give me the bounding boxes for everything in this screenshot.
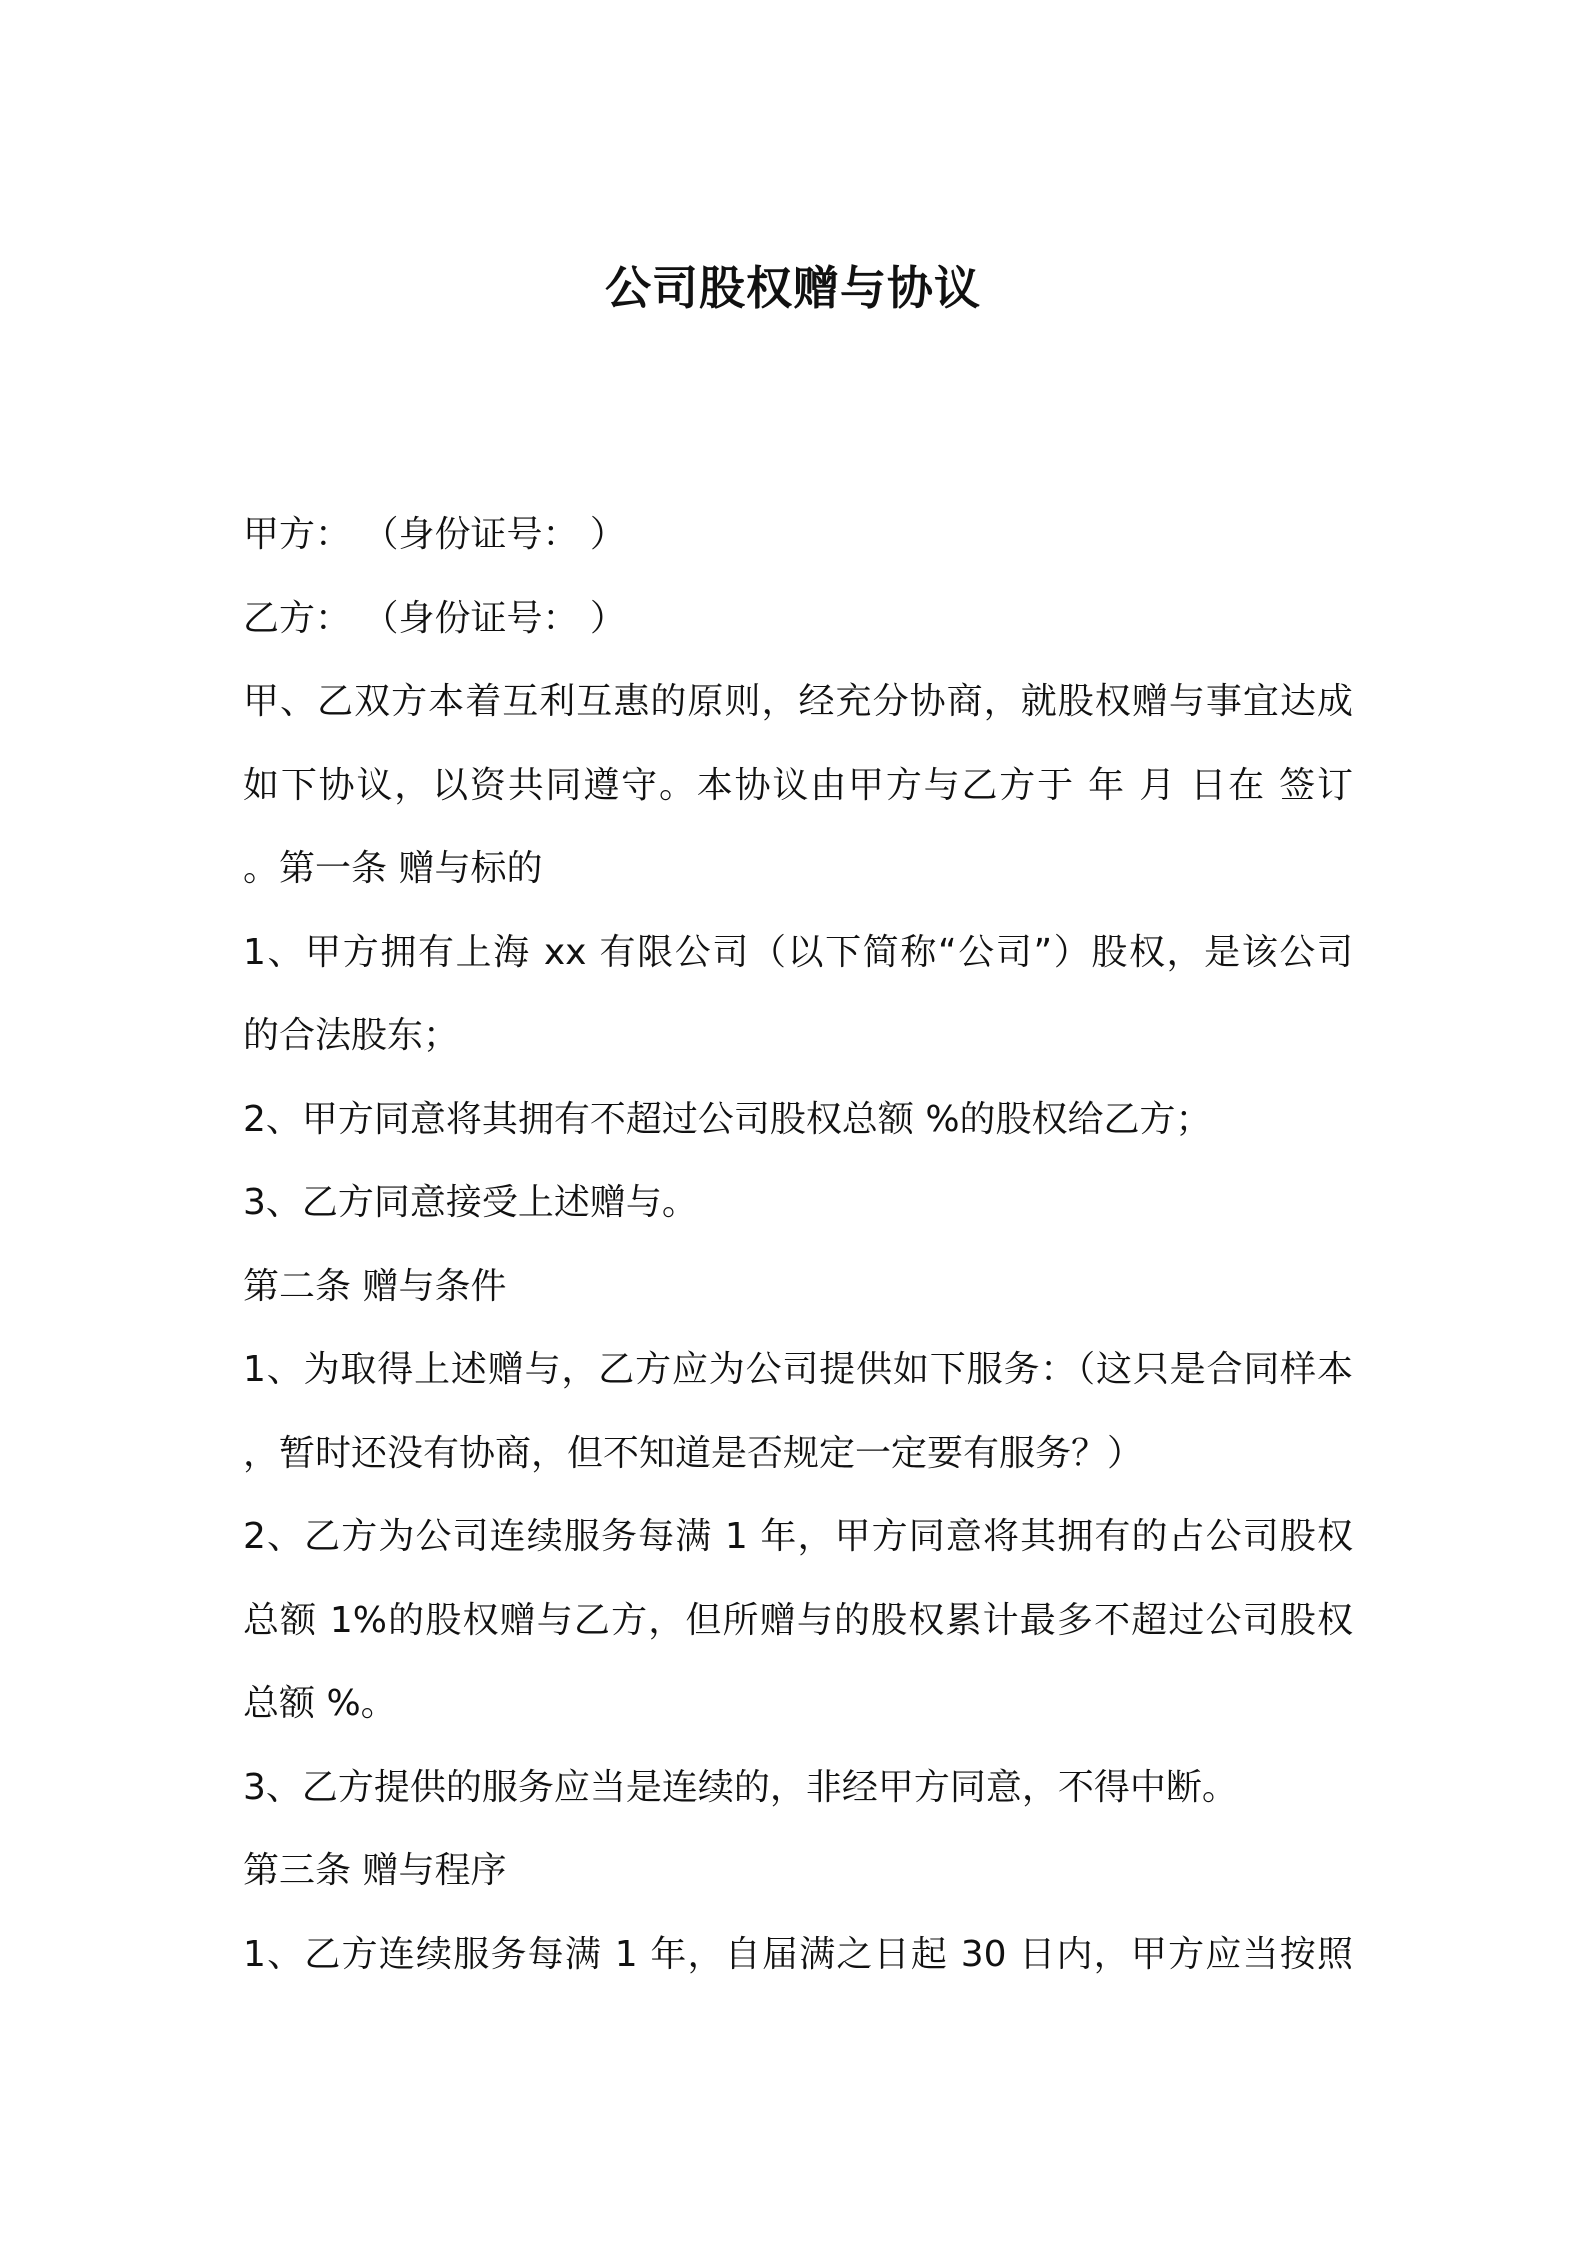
article-1-clause-2: 2、甲方同意将其拥有不超过公司股权总额 %的股权给乙方；	[243, 1098, 1212, 1140]
article-2-clause-2-line-1: 2、乙方为公司连续服务每满 1 年，甲方同意将其拥有的占公司股权	[243, 1516, 1353, 1557]
preamble-line-2: 如下协议，以资共同遵守。本协议由甲方与乙方于 年 月 日在 签订	[243, 764, 1353, 806]
article-3-heading: 第三条 赠与程序	[243, 1850, 507, 1891]
document-title: 公司股权赠与协议	[605, 261, 981, 315]
article-2-clause-3: 3、乙方提供的服务应当是连续的，非经甲方同意，不得中断。	[243, 1766, 1238, 1808]
article-1-clause-1-line-1: 1、甲方拥有上海 xx 有限公司（以下简称“公司”）股权，是该公司	[243, 931, 1353, 973]
party-b-line: 乙方： （身份证号： ）	[243, 597, 626, 639]
document-body	[243, 493, 1353, 1996]
article-1-clause-3: 3、乙方同意接受上述赠与。	[243, 1182, 698, 1223]
article-3-clause-1-line-1: 1、乙方连续服务每满 1 年，自届满之日起 30 日内，甲方应当按照	[243, 1933, 1353, 1975]
article-2-clause-2-line-2: 总额 1%的股权赠与乙方，但所赠与的股权累计最多不超过公司股权	[243, 1599, 1353, 1641]
article-1-heading: 。第一条 赠与标的	[243, 848, 543, 889]
party-a-line: 甲方： （身份证号： ）	[243, 514, 626, 555]
article-2-heading: 第二条 赠与条件	[243, 1265, 507, 1307]
article-2-clause-1-line-1: 1、为取得上述赠与，乙方应为公司提供如下服务：（这只是合同样本	[243, 1349, 1353, 1390]
preamble-line-1: 甲、乙双方本着互利互惠的原则，经充分协商，就股权赠与事宜达成	[243, 681, 1353, 722]
article-1-clause-1-line-2: 的合法股东；	[243, 1015, 460, 1056]
article-2-clause-2-line-3: 总额 %。	[243, 1683, 397, 1724]
article-2-clause-1-line-2: ，暂时还没有协商，但不知道是否规定一定要有服务？）	[243, 1432, 1144, 1474]
